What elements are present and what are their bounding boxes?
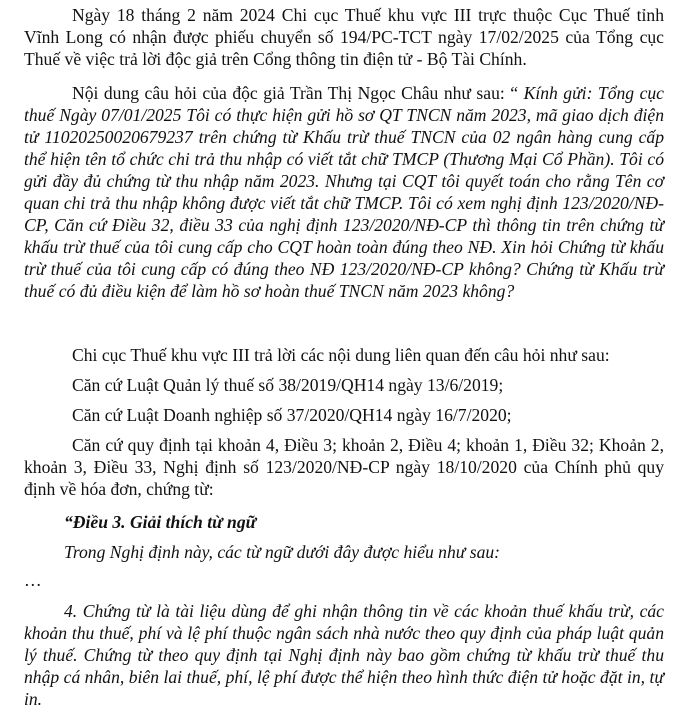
- clause-4-paragraph: 4. Chứng từ là tài liệu dùng để ghi nhận thông tin về các khoản thuế khấu trừ, các khoản thu thuế, phí và lệ phí thuộc ngân sách nhà nước theo quy định của pháp luật quản lý thuế. Chứng từ theo quy định tại Nghị định này bao gồm chứng từ khấu trừ thuế thu nhập cá nhân, biên lai thuế, phí, lệ phí được thể hiện theo hình thức điện tử hoặc đặt in, tự in.: [24, 601, 664, 709]
- legal-basis-line: Căn cứ Luật Doanh nghiệp số 37/2020/QH14 ngày 16/7/2020;: [72, 405, 512, 425]
- legal-basis-line: Căn cứ Luật Quản lý thuế số 38/2019/QH14 ngày 13/6/2019;: [72, 375, 504, 395]
- question-paragraph: [24, 82, 664, 302]
- ellipsis-marker: …: [24, 570, 42, 590]
- question-lead-text: Nội dung câu hỏi của độc giả Trần Thị Ngọc Châu như sau: “: [72, 83, 524, 103]
- reply-lead-paragraph: Chi cục Thuế khu vực III trả lời các nội dung liên quan đến câu hỏi như sau:: [72, 345, 610, 365]
- question-body-text: Kính gửi: Tổng cục thuế Ngày 07/01/2025 Tôi có thực hiện gửi hồ sơ QT TNCN năm 2023, mã giao dịch điện tử 11020250020679237 trên chứng từ Khấu trừ thuế TNCN của 02 ngân hàng cung cấp thể hiện tên tổ chức chi trả thu nhập có viết tắt chữ TMCP (Thương Mại Cổ Phần). Tôi có gửi đầy đủ chứng từ thu nhập năm 2023. Nhưng tại CQT tôi quyết toán cho rằng Tên cơ quan chi trả thu nhập không được viết tắt chữ TMCP. Tôi có xem nghị định 123/2020/NĐ-CP, Căn cứ Điều 32, điều 33 của nghị định 123/2020/NĐ-CP thì thông tin trên chứng từ khấu trừ thuế của tôi cung cấp cho CQT hoàn toàn đúng theo NĐ. Xin hỏi Chứng từ khấu trừ thuế của tôi cung cấp có đúng theo NĐ 123/2020/NĐ-CP không? Chứng từ Khấu trừ thuế có đủ điều kiện để làm hồ sơ hoàn thuế TNCN năm 2023 không?: [24, 83, 664, 301]
- article-heading: “Điều 3. Giải thích từ ngữ: [64, 512, 257, 532]
- legal-basis-decree-paragraph: Căn cứ quy định tại khoản 4, Điều 3; khoản 2, Điều 4; khoản 1, Điều 32; Khoản 2, khoản 3, Điều 33, Nghị định số 123/2020/NĐ-CP ngày 18/10/2020 của Chính phủ quy định về hóa đơn, chứng từ:: [24, 435, 664, 499]
- intro-paragraph: Ngày 18 tháng 2 năm 2024 Chi cục Thuế khu vực III trực thuộc Cục Thuế tỉnh Vĩnh Long có nhận được phiếu chuyển số 194/PC-TCT ngày 17/02/2025 của Tổng cục Thuế về việc trả lời độc giả trên Cổng thông tin điện tử - Bộ Tài Chính.: [24, 5, 664, 69]
- article-intro: Trong Nghị định này, các từ ngữ dưới đây được hiểu như sau:: [64, 542, 501, 562]
